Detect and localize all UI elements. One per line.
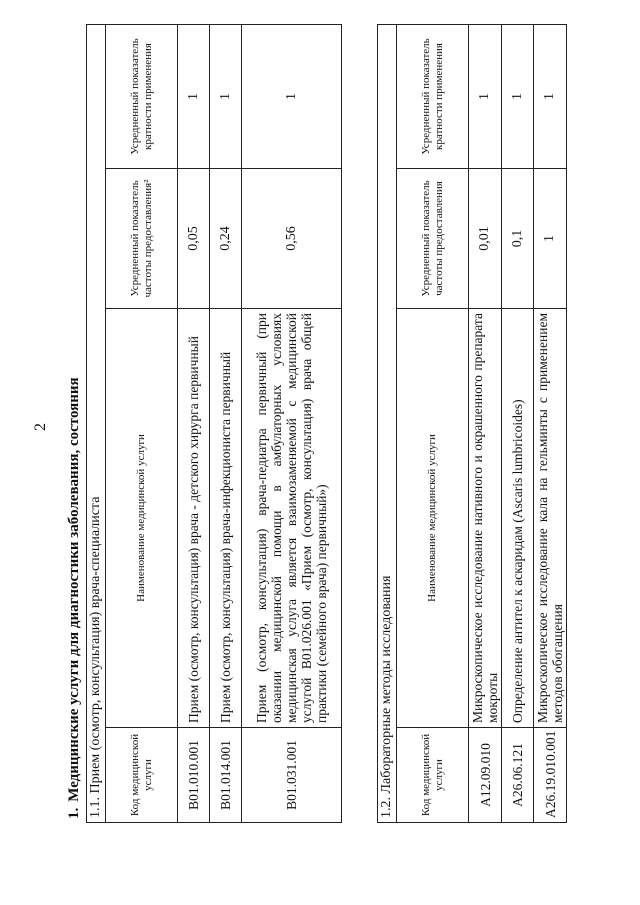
column-header-multiplicity: Усредненный показатель кратности применения [397,24,469,168]
service-name: Микроскопическое исследование кала на гельминты с применением методов обогащения [534,309,567,728]
section-title [66,377,83,819]
service-name: Прием (осмотр, консультация) врача-педиатра первичный (при оказании медицинской помощи в амбулаторных условиях медицинская услуга является взаимозаменяемой с медицинской услугой B01.026.001 «Прием (осмотр, консультация) врача общей практики (семейного врача) первичный») [242,309,342,728]
service-name: Определение антител к аскаридам (Ascaris lumbricoides) [502,309,534,728]
service-code: A26.19.010.001 [534,728,567,823]
column-header-code: Код медицинской услуги [397,728,469,823]
table-row [469,24,502,822]
column-header-code: Код медицинской услуги [106,728,178,823]
frequency-value: 0,1 [502,169,534,309]
column-header-frequency: Усредненный показатель частоты предоставления² [106,169,178,309]
table-row [242,24,342,822]
page-number: 2 [32,423,49,431]
frequency-value: 0,01 [469,169,502,309]
column-header-name: Наименование медицинской услуги [106,309,178,728]
service-name: Микроскопическое исследование нативного и окрашенного препарата мокроты [469,309,502,728]
multiplicity-value: 1 [210,24,242,168]
multiplicity-value: 1 [242,24,342,168]
table-row [502,24,534,822]
section-title-text: Медицинские услуги для диагностики заболевания, состояния [66,377,82,802]
service-code: B01.014.001 [210,728,242,823]
section-number: 1. [66,807,82,819]
column-header-frequency: Усредненный показатель частоты предоставления [397,169,469,309]
multiplicity-value: 1 [534,24,567,168]
table-subheader: 1.2. Лабораторные методы исследования [378,24,397,822]
service-code: A26.06.121 [502,728,534,823]
service-name: Прием (осмотр, консультация) врача - детского хирурга первичный [178,309,210,728]
service-code: B01.031.001 [242,728,342,823]
multiplicity-value: 1 [502,24,534,168]
service-code: A12.09.010 [469,728,502,823]
frequency-value: 0,56 [242,169,342,309]
table-row [210,24,242,822]
column-header-multiplicity: Усредненный показатель кратности применения [106,24,178,168]
service-code: B01.010.001 [178,728,210,823]
column-header-name: Наименование медицинской услуги [397,309,469,728]
multiplicity-value: 1 [178,24,210,168]
frequency-value: 0,24 [210,169,242,309]
service-name: Прием (осмотр, консультация) врача-инфекциониста первичный [210,309,242,728]
table-row [534,24,567,822]
consultations-table [86,24,342,823]
table-row [178,24,210,822]
multiplicity-value: 1 [469,24,502,168]
frequency-value: 1 [534,169,567,309]
laboratory-methods-table [377,24,567,823]
table-subheader: 1.1. Прием (осмотр, консультация) врача-специалиста [87,24,106,822]
frequency-value: 0,05 [178,169,210,309]
